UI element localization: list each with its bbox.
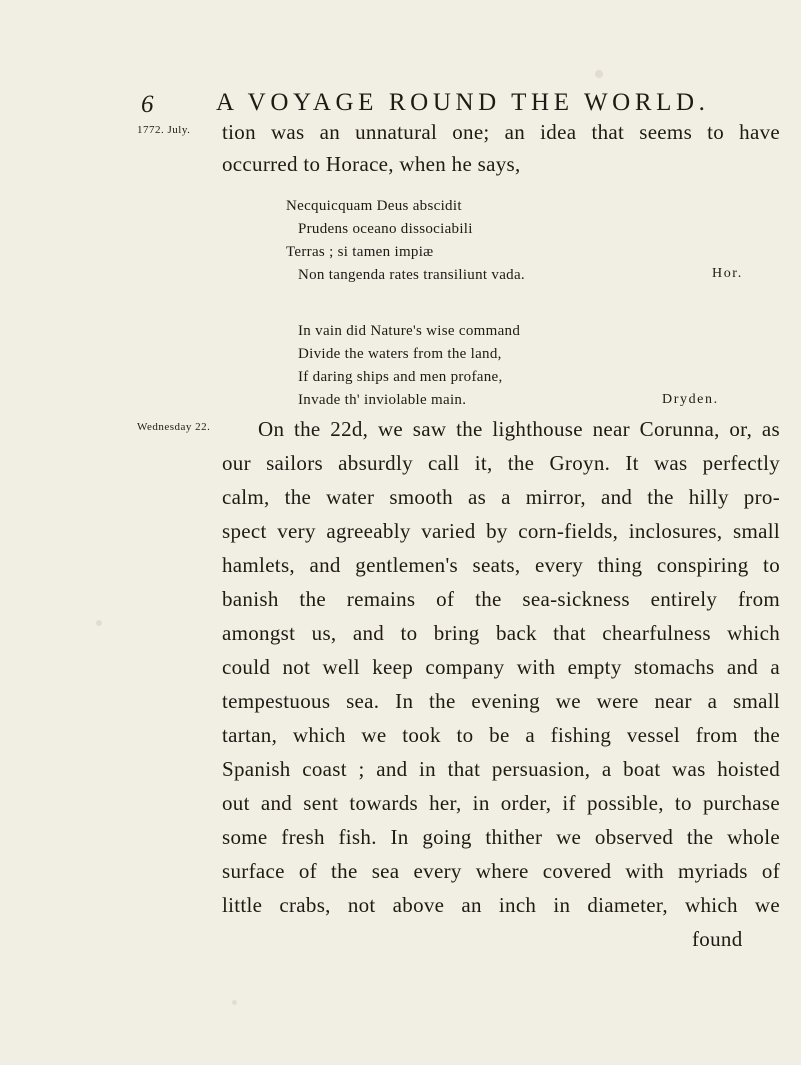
paragraph-line: calm, the water smooth as a mirror, and the hilly pro- <box>222 485 780 509</box>
paragraph-line: amongst us, and to bring back that chearfulness which <box>222 621 780 645</box>
paragraph-line: little crabs, not above an inch in diameter, which we <box>222 893 780 917</box>
catchword: found <box>692 927 743 951</box>
page-number: 6 <box>141 91 154 118</box>
paragraph-line: surface of the sea every where covered with myriads of <box>222 859 780 883</box>
paper-spot <box>232 1000 237 1005</box>
margin-date-year-month: 1772. July. <box>137 124 191 136</box>
paragraph-line: banish the remains of the sea-sickness entirely from <box>222 587 780 611</box>
verse-line: Necquicquam Deus abscidit <box>286 198 462 214</box>
verse-line: If daring ships and men profane, <box>298 369 503 385</box>
opening-line: tion was an unnatural one; an idea that seems to have <box>222 120 780 144</box>
paper-spot <box>96 620 102 626</box>
verse-line: Terras ; si tamen impiæ <box>286 244 434 260</box>
running-head: A VOYAGE ROUND THE WORLD. <box>216 89 710 116</box>
verse-line: Prudens oceano dissociabili <box>298 221 473 237</box>
paragraph-line: spect very agreeably varied by corn-fields, inclosures, small <box>222 519 780 543</box>
margin-date-day: Wednesday 22. <box>137 421 211 433</box>
verse-attribution-dryden: Dryden. <box>662 392 719 407</box>
opening-line: occurred to Horace, when he says, <box>222 152 521 176</box>
verse-line: Divide the waters from the land, <box>298 346 502 362</box>
paragraph-line: tartan, which we took to be a fishing vessel from the <box>222 723 780 747</box>
verse-line: Invade th' inviolable main. <box>298 392 467 408</box>
paragraph-line: hamlets, and gentlemen's seats, every thing conspiring to <box>222 553 780 577</box>
paragraph-line: out and sent towards her, in order, if possible, to purchase <box>222 791 780 815</box>
paragraph-line: On the 22d, we saw the lighthouse near Corunna, or, as <box>258 417 780 441</box>
verse-line: Non tangenda rates transiliunt vada. <box>298 267 525 283</box>
paragraph-line: Spanish coast ; and in that persuasion, a boat was hoisted <box>222 757 780 781</box>
paragraph-line: could not well keep company with empty stomachs and a <box>222 655 780 679</box>
verse-line: In vain did Nature's wise command <box>298 323 521 339</box>
paper-spot <box>595 70 603 78</box>
paragraph-line: our sailors absurdly call it, the Groyn. It was perfectly <box>222 451 780 475</box>
paragraph-line: some fresh fish. In going thither we observed the whole <box>222 825 780 849</box>
verse-attribution-horace: Hor. <box>712 266 743 281</box>
paragraph-line: tempestuous sea. In the evening we were near a small <box>222 689 780 713</box>
